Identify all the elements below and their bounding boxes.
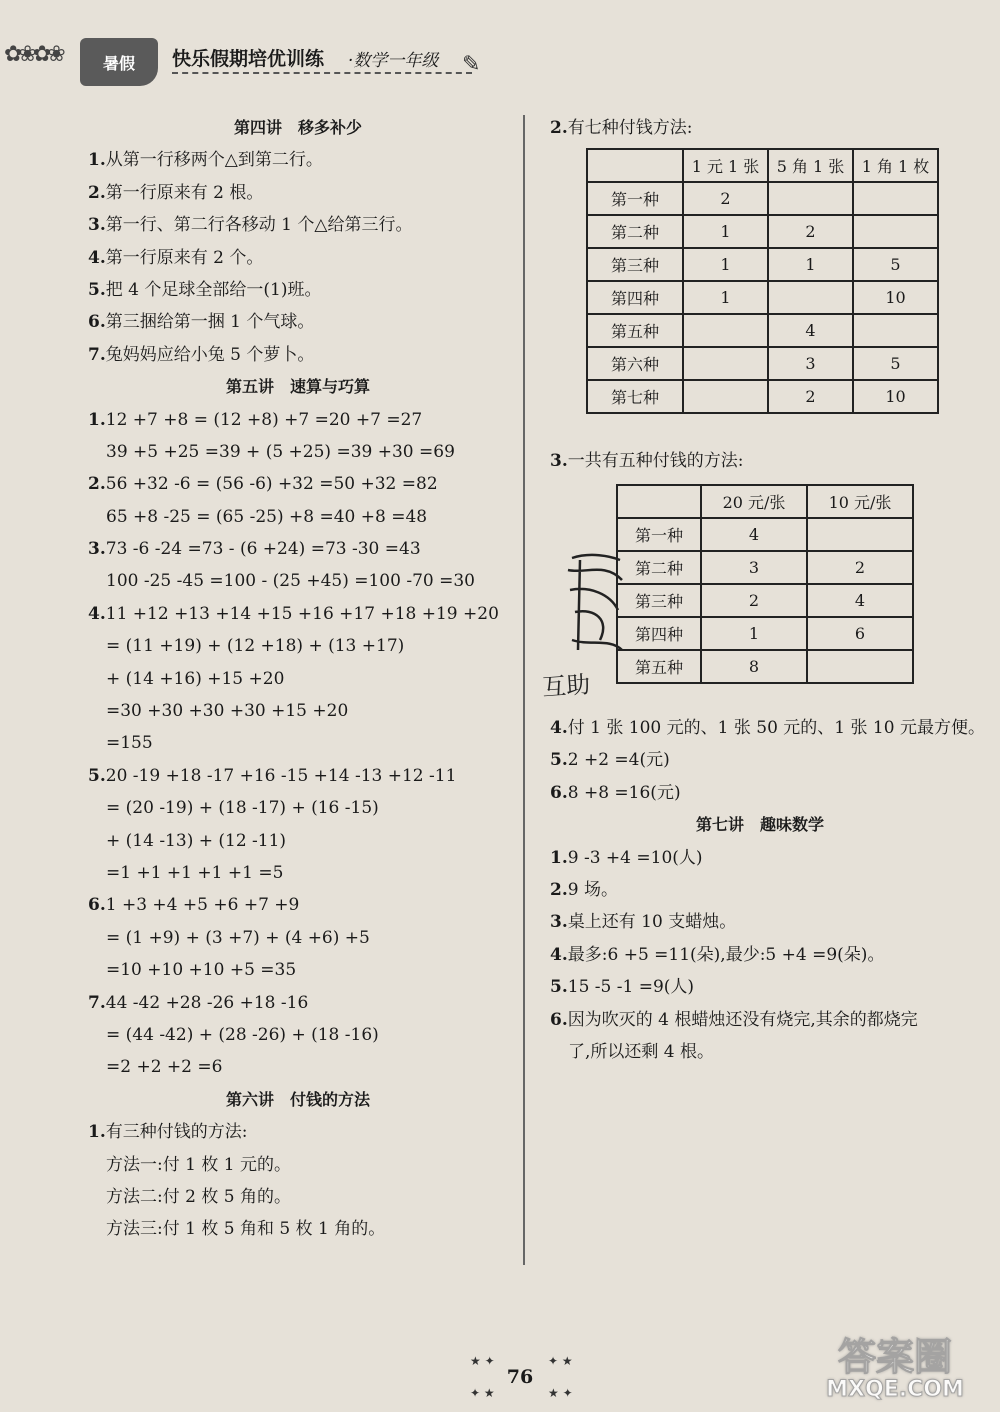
item-text: 20 -19 +18 -17 +16 -15 +14 -13 +12 -11 (105, 765, 457, 786)
row-label-cell: 第三种 (617, 584, 701, 617)
table-cell (683, 347, 768, 380)
answer-line: 方法二:付 2 枚 5 角的。 (106, 1186, 291, 1207)
answer-line: 39 +5 +25 =39 + (5 +25) =39 +30 =69 (106, 441, 455, 462)
table-cell: 2 (683, 182, 768, 215)
item-text: 兔妈妈应给小兔 5 个萝卜。 (105, 344, 315, 365)
table-cell: 2 (768, 215, 853, 248)
table-row (617, 551, 913, 584)
item-text: 桌上还有 10 支蜡烛。 (567, 912, 737, 933)
item-number: 4. (88, 247, 106, 268)
item-number: 4. (550, 718, 568, 738)
book-title: 快乐假期培优训练 (172, 48, 325, 70)
answer-line (550, 777, 970, 809)
answer-line (88, 468, 508, 500)
answer-line: 了,所以还剩 4 根。 (568, 1041, 715, 1062)
answer-line: =1 +1 +1 +1 +1 =5 (106, 862, 284, 883)
answer-line: = (11 +19) + (12 +18) + (13 +17) (106, 636, 405, 657)
item-text: 56 +32 -6 = (56 -6) +32 =50 +32 =82 (105, 474, 438, 495)
item-text: 从第一行移两个△到第二行。 (105, 150, 323, 171)
item-text: 把 4 个足球全部给一(1)班。 (105, 279, 322, 300)
answer-line (550, 1004, 970, 1036)
table-cell (683, 380, 768, 413)
table-cell: 3 (768, 347, 853, 380)
answer-line (88, 144, 508, 176)
table-cell: 1 (683, 281, 768, 314)
answer-line: + (14 -13) + (12 -11) (106, 830, 287, 851)
table-header-row (587, 149, 938, 182)
item-text: 第一行原来有 2 根。 (105, 182, 264, 203)
table-row (617, 617, 913, 650)
answer-line (88, 1116, 508, 1148)
handwritten-note: 互助 (541, 670, 592, 702)
item-text: 11 +12 +13 +14 +15 +16 +17 +18 +19 +20 (105, 603, 499, 624)
item-text: 15 -5 -1 =9(人) (567, 977, 695, 998)
row-label-cell: 第六种 (587, 347, 683, 380)
item-text: 9 场。 (567, 879, 618, 900)
table-cell: 2 (807, 551, 913, 584)
table-cell (768, 281, 853, 314)
item-text: 73 -6 -24 =73 - (6 +24) =73 -30 =43 (105, 539, 421, 560)
item-number: 4. (550, 944, 568, 965)
table-cell: 10 (853, 281, 938, 314)
answer-line (550, 712, 985, 744)
row-label-cell: 第五种 (587, 314, 683, 347)
payment-table-bills (616, 484, 914, 684)
row-label-cell: 第一种 (617, 518, 701, 551)
table-header-cell: 1 角 1 枚 (853, 149, 938, 182)
table-row (617, 650, 913, 683)
table-cell: 1 (768, 248, 853, 281)
answer-line: =2 +2 +2 =6 (106, 1057, 223, 1078)
table-header-cell: 1 元 1 张 (683, 149, 768, 182)
item-number: 5. (88, 279, 106, 300)
payment-table-coins (586, 148, 939, 414)
answer-line (88, 209, 508, 241)
table-header-row (617, 485, 913, 518)
star-decoration-icon: ✦ ★ (470, 1386, 495, 1400)
item-text: 因为吹灭的 4 根蜡烛还没有烧完,其余的都烧完 (567, 1009, 918, 1030)
answer-line (550, 971, 970, 1003)
answer-line (88, 889, 508, 921)
table-header-cell: 5 角 1 张 (768, 149, 853, 182)
section-heading: 第六讲 付钱的方法 (225, 1089, 370, 1109)
table-cell: 4 (768, 314, 853, 347)
row-label-cell: 第五种 (617, 650, 701, 683)
right-column-part2 (550, 445, 970, 477)
answer-line (88, 533, 508, 565)
item-number: 2. (88, 182, 106, 203)
item-text: 9 -3 +4 =10(人) (567, 847, 703, 868)
item-text: 第一行、第二行各移动 1 个△给第三行。 (105, 215, 413, 236)
table-row (617, 518, 913, 551)
star-decoration-icon: ★ ✦ (470, 1354, 495, 1368)
answer-line (88, 404, 508, 436)
row-label-cell: 第七种 (587, 380, 683, 413)
answer-line: =155 (106, 733, 153, 754)
answer-line: + (14 +16) +15 +20 (106, 668, 285, 689)
table-cell (683, 314, 768, 347)
item-text: 8 +8 =16(元) (567, 782, 681, 803)
table-cell (807, 650, 913, 683)
table-cell: 8 (701, 650, 807, 683)
answer-line (88, 760, 508, 792)
item-number: 6. (550, 1009, 568, 1030)
answer-line: 3.一共有五种付钱的方法: (550, 451, 744, 471)
table-row (587, 380, 938, 413)
row-label-cell: 第四种 (617, 617, 701, 650)
table-cell (807, 518, 913, 551)
table-cell: 6 (807, 617, 913, 650)
table-cell: 3 (701, 551, 807, 584)
column-divider (523, 115, 525, 1265)
table-cell: 2 (701, 584, 807, 617)
item-number: 3. (88, 539, 106, 560)
table-header-cell: 20 元/张 (701, 485, 807, 518)
row-label-cell: 第二种 (587, 215, 683, 248)
table-cell: 1 (701, 617, 807, 650)
item-number: 1. (88, 409, 106, 430)
table-header-cell (587, 149, 683, 182)
table-row (587, 314, 938, 347)
answer-line (88, 598, 508, 630)
table-cell (768, 182, 853, 215)
page-header (0, 0, 1000, 110)
table-cell: 4 (701, 518, 807, 551)
handwritten-scribble-icon (560, 550, 630, 660)
answer-line: = (20 -19) + (18 -17) + (16 -15) (106, 798, 379, 819)
table-row (587, 182, 938, 215)
section-heading: 第五讲 速算与巧算 (225, 377, 370, 397)
answer-line (550, 744, 970, 776)
table-cell (853, 182, 938, 215)
header-badge: 暑假 (80, 38, 158, 86)
answer-line (88, 987, 508, 1019)
answer-line: 100 -25 -45 =100 - (25 +45) =100 -70 =30 (106, 571, 475, 592)
section-heading: 第四讲 移多补少 (233, 118, 362, 137)
table-header-cell (617, 485, 701, 518)
answer-line: 65 +8 -25 = (65 -25) +8 =40 +8 =48 (106, 506, 428, 527)
item-number: 3. (550, 912, 568, 933)
section-heading: 第七讲 趣味数学 (695, 815, 824, 835)
row-label-cell: 第四种 (587, 281, 683, 314)
row-label-cell: 第一种 (587, 182, 683, 215)
right-column-part3 (550, 712, 985, 1068)
item-text: 第一行原来有 2 个。 (105, 247, 264, 268)
right-column (550, 112, 970, 144)
item-text: 1 +3 +4 +5 +6 +7 +9 (105, 895, 300, 916)
item-text: 2 +2 =4(元) (567, 750, 670, 771)
row-label-cell: 第二种 (617, 551, 701, 584)
table-row (587, 347, 938, 380)
table-cell: 1 (683, 215, 768, 248)
item-number: 7. (88, 344, 106, 365)
answer-line: = (1 +9) + (3 +7) + (4 +6) +5 (106, 927, 370, 948)
pen-icon: ✎ (462, 52, 481, 77)
answer-line (550, 874, 970, 906)
item-number: 6. (88, 895, 106, 916)
item-number: 2. (550, 879, 568, 900)
answer-line (88, 242, 508, 274)
item-number: 1. (550, 847, 568, 868)
item-number: 3. (88, 215, 106, 236)
answer-line (88, 274, 508, 306)
answer-line: 2.有七种付钱方法: (550, 118, 693, 138)
table-cell (853, 314, 938, 347)
table-row (617, 584, 913, 617)
item-number: 6. (88, 312, 106, 333)
answer-line: = (44 -42) + (28 -26) + (18 -16) (106, 1024, 379, 1045)
answer-line (88, 339, 508, 371)
page-number: 76 (506, 1366, 534, 1388)
flower-decoration-icon: ✿❀✿❀ (4, 42, 62, 67)
table-row (587, 281, 938, 314)
table-row (587, 215, 938, 248)
left-column (88, 112, 508, 1246)
item-number: 5. (88, 765, 106, 786)
item-number: 1. (88, 1122, 106, 1143)
table-cell: 5 (853, 347, 938, 380)
answer-line: 方法三:付 1 枚 5 角和 5 枚 1 角的。 (106, 1219, 386, 1240)
item-number: 4. (88, 603, 106, 624)
item-text: 44 -42 +28 -26 +18 -16 (105, 992, 309, 1013)
header-divider (172, 72, 472, 74)
item-number: 5. (550, 750, 568, 771)
answer-line (550, 939, 970, 971)
row-label-cell: 第三种 (587, 248, 683, 281)
item-number: 6. (550, 782, 568, 803)
table-cell: 2 (768, 380, 853, 413)
item-number: 5. (550, 977, 568, 998)
item-number: 1. (88, 150, 106, 171)
star-decoration-icon: ★ ✦ (548, 1386, 573, 1400)
table-header-cell: 10 元/张 (807, 485, 913, 518)
answer-line: 方法一:付 1 枚 1 元的。 (106, 1154, 291, 1175)
item-number: 2. (88, 474, 106, 495)
answer-line (550, 906, 970, 938)
table-cell: 1 (683, 248, 768, 281)
book-subtitle: ·数学一年级 (348, 51, 439, 71)
table-row (587, 248, 938, 281)
item-text: 有三种付钱的方法: (105, 1122, 248, 1143)
item-text: 最多:6 +5 =11(朵),最少:5 +4 =9(朵)。 (567, 944, 885, 965)
star-decoration-icon: ✦ ★ (548, 1354, 573, 1368)
item-text: 付 1 张 100 元的、1 张 50 元的、1 张 10 元最方便。 (567, 718, 985, 738)
table-cell: 4 (807, 584, 913, 617)
answer-line: =30 +30 +30 +30 +15 +20 (106, 701, 349, 722)
table-cell: 10 (853, 380, 938, 413)
item-text: 12 +7 +8 = (12 +8) +7 =20 +7 =27 (105, 409, 423, 430)
answer-line (88, 177, 508, 209)
answer-line (550, 842, 970, 874)
item-number: 7. (88, 992, 106, 1013)
table-cell: 5 (853, 248, 938, 281)
item-text: 第三捆给第一捆 1 个气球。 (105, 312, 315, 333)
answer-line: =10 +10 +10 +5 =35 (106, 960, 297, 981)
answer-line (88, 306, 508, 338)
watermark-logo: 答案圈 MXQE.COM (826, 1335, 964, 1402)
table-cell (853, 215, 938, 248)
